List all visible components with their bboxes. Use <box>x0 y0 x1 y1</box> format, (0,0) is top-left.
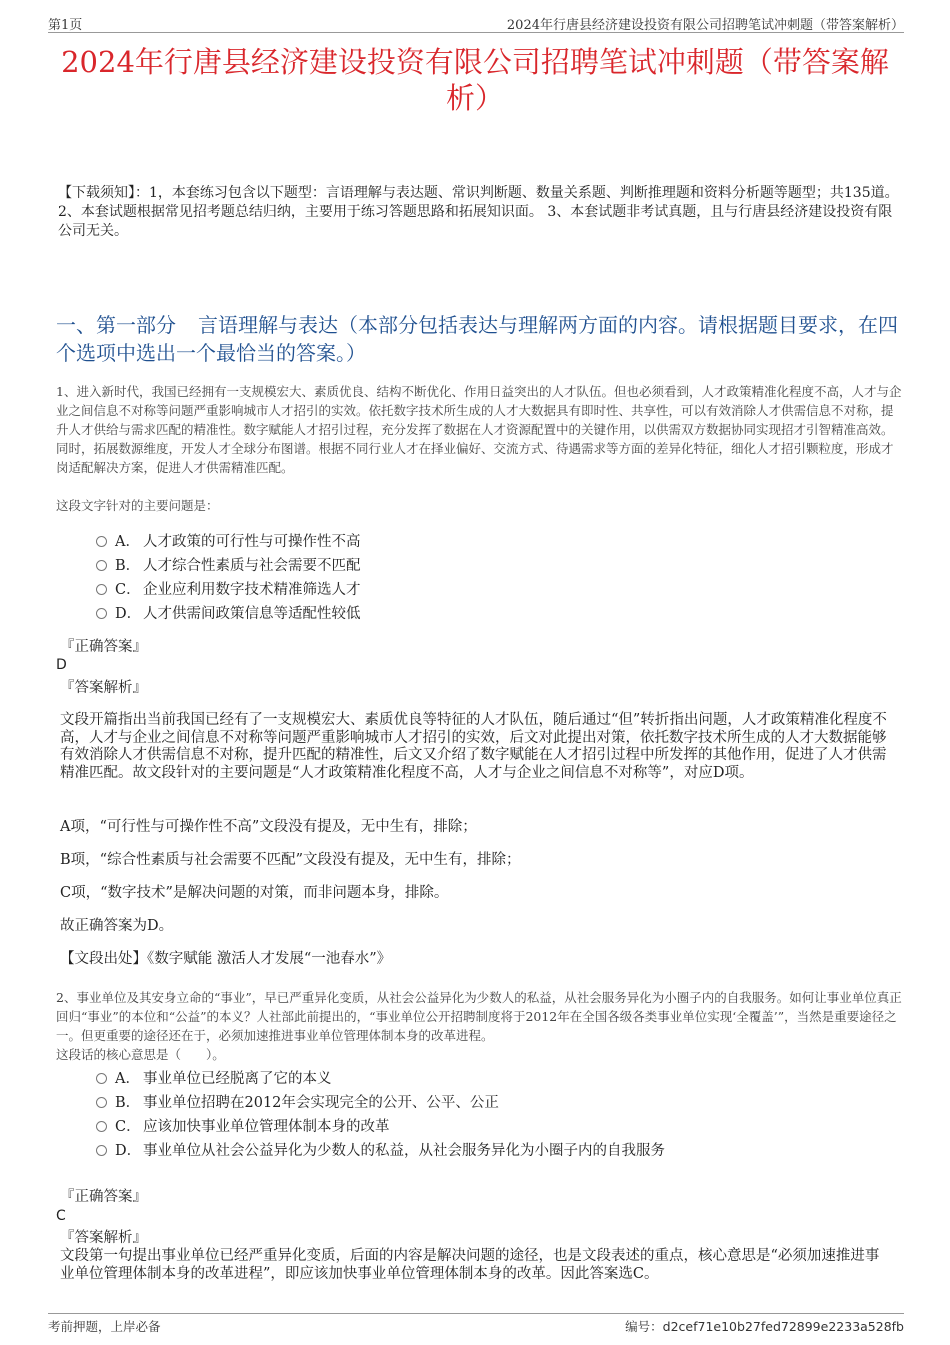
question-1-analysis: 文段开篇指出当前我国已经有了一支规模宏大、素质优良等特征的人才队伍，随后通过“但”转折指出问题，人才政策精准化程度不高，人才与企业之间信息不对称等问题严重影响城市人才招引的实效，后文对此提出对策，依托数字技术所生成的人才大数据能够有效消除人才供需信息不对称，提升匹配的精准性，后文又介绍了数字赋能在人才招引过程中所发挥的其他作用，促进了人才供需精准匹配。故文段针对的主要问题是“人才政策精准化程度不高，人才与企业之间信息不对称等”，对应D项。 <box>60 712 887 781</box>
question-1-option-a[interactable]: A． 人才政策的可行性与可操作性不高 <box>96 530 904 554</box>
question-1-prompt: 这段文字针对的主要问题是： <box>56 498 219 513</box>
question-1-stem: 1、进入新时代，我国已经拥有一支规模宏大、素质优良、结构不断优化、作用日益突出的人才队伍。但也必须看到，人才政策精准化程度不高，人才与企业之间信息不对称等问题严重影响城市人才招引的实效。依托数字技术所生成的人才大数据具有即时性、共享性，可以有效消除人才供需信息不对称，提升人才供给与需求匹配的精准性。数字赋能人才招引过程，充分发挥了数据在人才资源配置中的关键作用，以供需双方数据协同实现招才引智精准高效。同时，拓展数源维度，开发人才全球分布图谱。根据不同行业人才在择业偏好、交流方式、待遇需求等方面的差异化特征，细化人才招引颗粒度，形成才岗适配解决方案，促进人才供需精准匹配。 <box>56 384 902 475</box>
question-1-option-b[interactable]: B． 人才综合性素质与社会需要不匹配 <box>96 554 904 578</box>
footer-slogan: 考前押题，上岸必备 <box>48 1319 161 1334</box>
question-2-answer: C <box>56 1208 66 1224</box>
radio-icon[interactable] <box>96 1121 107 1132</box>
footer-code: 编号：d2cef71e10b27fed72899e2233a528fb <box>625 1319 904 1334</box>
question-1-note-c: C项，“数字技术”是解决问题的对策，而非问题本身，排除。 <box>60 885 449 901</box>
question-1-answer-label: 『正确答案』 <box>60 639 147 655</box>
question-2-answer-label: 『正确答案』 <box>60 1189 147 1205</box>
download-notice: 【下载须知】：1，本套练习包含以下题型：言语理解与表达题、常识判断题、数量关系题、判断推理题和资料分析题等题型；共135道。 2、本套试题根据常见招考题总结归纳，主要用于练习答题思路和拓展知识面。 3、本套试题非考试真题，且与行唐县经济建设投资有限公司无关。 <box>58 185 899 239</box>
question-2-analysis-label: 『答案解析』 <box>60 1230 147 1246</box>
question-2-option-d[interactable]: D． 事业单位从社会公益异化为少数人的私益，从社会服务异化为小圈子内的自我服务 <box>96 1139 904 1163</box>
section-heading <box>56 311 904 367</box>
section-part: 一、第一部分 <box>56 313 176 337</box>
question-1-source: 【文段出处】《数字赋能 激活人才发展“一池春水”》 <box>60 951 392 967</box>
page-number: 第1页 <box>48 18 83 33</box>
question-2-option-b[interactable]: B． 事业单位招聘在2012年会实现完全的公开、公平、公正 <box>96 1091 904 1115</box>
question-1-note-b: B项，“综合性素质与社会需要不匹配”文段没有提及，无中生有，排除； <box>60 852 521 868</box>
question-2-option-a[interactable]: A． 事业单位已经脱离了它的本义 <box>96 1067 904 1091</box>
question-1-analysis-label: 『答案解析』 <box>60 680 147 696</box>
question-2-analysis: 文段第一句提出事业单位已经严重异化变质，后面的内容是解决问题的途径，也是文段表述的重点，核心意思是“必须加速推进事业单位管理体制本身的改革进程”，即应该加快事业单位管理体制本身的改革。因此答案选C。 <box>60 1248 880 1282</box>
header-doc-title: 2024年行唐县经济建设投资有限公司招聘笔试冲刺题（带答案解析） <box>506 18 904 33</box>
radio-icon[interactable] <box>96 560 107 571</box>
section-title: 言语理解与表达（本部分包括表达与理解两方面的内容。请根据题目要求，在四个选项中选出一个最恰当的答案。） <box>56 313 898 365</box>
question-2-prompt: 这段话的核心意思是（ ）。 <box>56 1047 225 1062</box>
question-1-option-c[interactable]: C． 企业应利用数字技术精准筛选人才 <box>96 578 904 602</box>
radio-icon[interactable] <box>96 1073 107 1084</box>
question-1-option-d[interactable]: D． 人才供需间政策信息等适配性较低 <box>96 602 904 626</box>
radio-icon[interactable] <box>96 536 107 547</box>
question-2-options <box>96 1067 904 1163</box>
question-2-option-c[interactable]: C． 应该加快事业单位管理体制本身的改革 <box>96 1115 904 1139</box>
question-1-note-a: A项，“可行性与可操作性不高”文段没有提及，无中生有，排除； <box>60 819 477 835</box>
question-1-answer: D <box>56 657 67 673</box>
page-header <box>48 14 904 33</box>
question-1-conclusion: 故正确答案为D。 <box>60 918 174 934</box>
radio-icon[interactable] <box>96 1097 107 1108</box>
document-title: 2024年行唐县经济建设投资有限公司招聘笔试冲刺题（带答案解析） <box>61 45 889 115</box>
radio-icon[interactable] <box>96 608 107 619</box>
radio-icon[interactable] <box>96 1145 107 1156</box>
question-1-options <box>96 530 904 626</box>
question-2-stem: 2、事业单位及其安身立命的“事业”，早已严重异化变质，从社会公益异化为少数人的私益，从社会服务异化为小圈子内的自我服务。如何让事业单位真正回归“事业”的本位和“公益”的本义？人社部此前提出的，“事业单位公开招聘制度将于2012年在全国各级各类事业单位实现‘全覆盖’”，当然是重要途径之一。但更重要的途径还在于，必须加速推进事业单位管理体制本身的改革进程。 <box>56 990 902 1043</box>
radio-icon[interactable] <box>96 584 107 595</box>
page-footer <box>48 1313 904 1334</box>
